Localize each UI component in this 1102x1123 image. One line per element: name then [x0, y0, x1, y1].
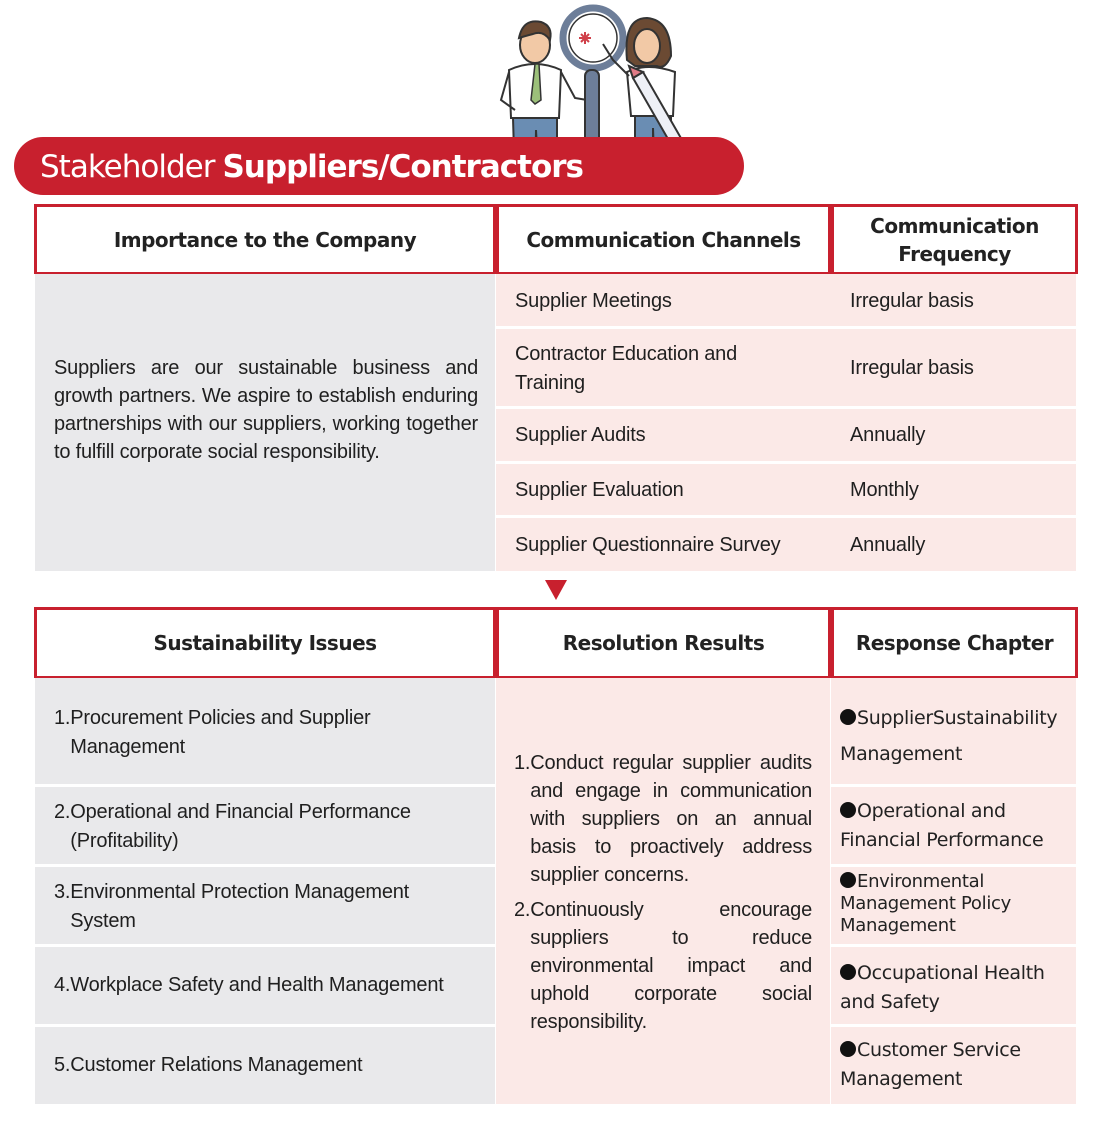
row-divider	[831, 784, 1076, 787]
row-divider	[35, 1024, 495, 1027]
bullet-icon	[840, 872, 856, 888]
frequency-questionnaire-survey: Annually	[850, 534, 926, 556]
chapter-text: Operational and Financial Performance	[840, 800, 1044, 851]
results-block	[496, 678, 830, 1104]
importance-cell	[35, 274, 495, 571]
row-divider	[35, 784, 495, 787]
frequency-supplier-meetings: Irregular basis	[850, 290, 974, 312]
down-arrow-icon	[545, 580, 567, 600]
row-divider	[496, 515, 1076, 518]
result-item-1	[514, 749, 812, 889]
row-divider	[831, 944, 1076, 947]
row-divider	[496, 326, 1076, 329]
frequency-contractor-training: Irregular basis	[850, 357, 974, 379]
importance-text: Suppliers are our sustainable business and growth partners. We aspire to establish enduring partnerships with our suppliers, working together to fulfill corporate social responsibility.	[54, 357, 478, 463]
issue-number: 4.	[54, 974, 71, 996]
issue-item-3	[54, 878, 474, 936]
issue-item-4	[54, 971, 484, 1000]
header-communication-frequency: Communication Frequency	[831, 204, 1078, 274]
channel-supplier-audits: Supplier Audits	[515, 424, 646, 446]
channel-questionnaire-survey: Supplier Questionnaire Survey	[515, 534, 781, 556]
header-importance: Importance to the Company	[34, 204, 496, 274]
frequency-supplier-audits: Annually	[850, 424, 926, 446]
row-divider	[35, 864, 495, 867]
bullet-icon	[840, 1041, 856, 1057]
chapter-item-3	[840, 871, 1070, 937]
bullet-icon	[840, 709, 856, 725]
frequency-supplier-evaluation: Monthly	[850, 479, 919, 501]
issue-text: Customer Relations Management	[70, 1054, 363, 1076]
banner-title	[40, 146, 583, 188]
chapter-item-1	[840, 700, 1070, 772]
issue-number: 2.	[54, 801, 71, 823]
issue-number: 3.	[54, 881, 71, 903]
row-divider	[496, 461, 1076, 464]
banner-stakeholder-name: Suppliers/Contractors	[222, 149, 583, 185]
result-number: 2.	[514, 899, 531, 921]
channel-contractor-training: Contractor Education and Training	[515, 343, 738, 394]
issue-item-5	[54, 1051, 484, 1080]
issue-text: Workplace Safety and Health Management	[70, 974, 444, 996]
row-divider	[35, 944, 495, 947]
header-sustainability-issues: Sustainability Issues	[34, 607, 496, 678]
banner-prefix: Stakeholder	[40, 149, 215, 185]
channel-supplier-evaluation: Supplier Evaluation	[515, 479, 684, 501]
issue-item-2	[54, 798, 474, 856]
bullet-icon	[840, 964, 856, 980]
chapter-text: SupplierSustainability Management	[840, 707, 1058, 765]
chapter-item-4	[840, 959, 1070, 1017]
issue-text: Environmental Protection Management System	[70, 881, 410, 932]
chapter-item-2	[840, 797, 1070, 855]
row-divider	[831, 1024, 1076, 1027]
issue-text: Operational and Financial Performance (Profitability)	[70, 801, 411, 852]
header-communication-channels: Communication Channels	[496, 204, 831, 274]
result-text: Conduct regular supplier audits and engage in communication with suppliers on an annual basis to proactively address supplier concerns.	[530, 752, 812, 886]
issue-number: 5.	[54, 1054, 71, 1076]
header-response-chapter: Response Chapter	[831, 607, 1078, 678]
bullet-icon	[840, 802, 856, 818]
result-text: Continuously encourage suppliers to reduce environmental impact and uphold corporate social responsibility.	[530, 899, 812, 1033]
channel-supplier-meetings: Supplier Meetings	[515, 290, 672, 312]
row-divider	[496, 406, 1076, 409]
row-divider	[831, 864, 1076, 867]
chapter-text: Customer Service Management	[840, 1039, 1021, 1090]
result-item-2	[514, 896, 812, 1036]
chapter-item-5	[840, 1036, 1070, 1094]
result-number: 1.	[514, 752, 531, 774]
header-resolution-results: Resolution Results	[496, 607, 831, 678]
issue-text: Procurement Policies and Supplier Management	[70, 707, 371, 758]
chapter-text: Environmental Management Policy Management	[840, 871, 1011, 936]
chapter-text: Occupational Health and Safety	[840, 962, 1045, 1013]
issue-number: 1.	[54, 707, 71, 729]
issue-item-1	[54, 704, 474, 762]
